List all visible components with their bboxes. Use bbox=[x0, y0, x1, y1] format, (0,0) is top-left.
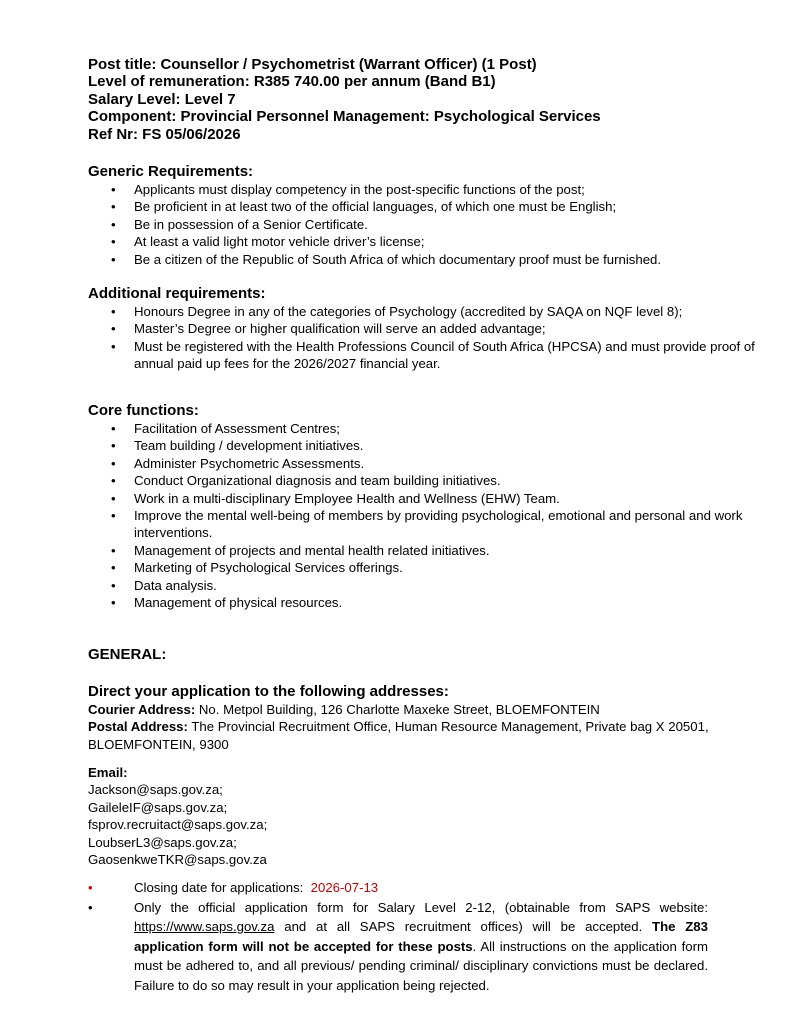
bullet-red: • bbox=[88, 880, 93, 895]
list-item: • Management of projects and mental health related initiatives. bbox=[88, 542, 760, 559]
list-item: • Master’s Degree or higher qualification will serve an added advantage; bbox=[88, 320, 760, 337]
generic-list bbox=[88, 181, 728, 268]
email-address: GaileleIF@saps.gov.za; bbox=[88, 799, 228, 815]
list-item: • Facilitation of Assessment Centres; bbox=[88, 420, 760, 437]
bullet: • bbox=[88, 899, 93, 915]
core-functions bbox=[88, 402, 743, 611]
list-item: • Improve the mental well-being of members by providing psychological, emotional and personal and work interventions. bbox=[88, 507, 760, 542]
courier-value: No. Metpol Building, 126 Charlotte Maxeke Street, BLOEMFONTEIN bbox=[195, 702, 600, 717]
instructions-part-1: Only the official application form for Salary Level 2-12, (obtainable from SAPS website: bbox=[134, 899, 708, 915]
additional-requirements bbox=[88, 285, 755, 373]
courier-label: Courier Address: bbox=[88, 702, 196, 717]
additional-list bbox=[88, 303, 755, 373]
list-item: • Be a citizen of the Republic of South Africa of which documentary proof must be furnished. bbox=[88, 251, 760, 268]
list-item: • Administer Psychometric Assessments. bbox=[88, 455, 760, 472]
list-item: • Data analysis. bbox=[88, 577, 760, 594]
postal-label: Postal Address: bbox=[88, 719, 188, 735]
saps-website-link[interactable]: https://www.saps.gov.za bbox=[134, 919, 275, 934]
list-item: • Must be registered with the Health Professions Council of South Africa (HPCSA) and must provide proof of annual paid up fees for the 2026/2027 financial year. bbox=[88, 338, 760, 373]
email-title: Email: bbox=[88, 765, 128, 780]
closing-block bbox=[88, 878, 708, 995]
postal-address bbox=[88, 718, 718, 753]
post-title: Post title: Counsellor / Psychometrist (Warrant Officer) (1 Post) bbox=[88, 56, 537, 73]
section-title: Additional requirements: bbox=[88, 285, 266, 302]
section-title: Generic Requirements: bbox=[88, 163, 254, 180]
core-list bbox=[88, 420, 743, 611]
remuneration: Level of remuneration: R385 740.00 per annum (Band B1) bbox=[88, 73, 496, 91]
closing-date: 2026-07-13 bbox=[310, 880, 379, 895]
instructions-part-3: . All instructions on the application form must be adhered to, and all previous/ pending criminal/ disciplinary convictions must be declared. Failure to do so may result in your application being rejected. bbox=[134, 938, 708, 993]
z83-notice: The Z83 application form will not be accepted for these posts bbox=[134, 919, 708, 954]
list-item: • Conduct Organizational diagnosis and team building initiatives. bbox=[88, 472, 760, 489]
instructions-part-2: and at all SAPS recruitment offices) will be accepted. bbox=[274, 919, 653, 934]
addresses-title: Direct your application to the following addresses: bbox=[88, 683, 449, 700]
component: Component: Provincial Personnel Management: Psychological Services bbox=[88, 108, 601, 126]
email-address: Jackson@saps.gov.za; bbox=[88, 782, 223, 798]
list-item: • Management of physical resources. bbox=[88, 594, 760, 611]
list-item: • Be in possession of a Senior Certificate. bbox=[88, 216, 760, 233]
postal-value: The Provincial Recruitment Office, Human Resource Management, Private bag X 20501, BLOEMFONTEIN, 9300 bbox=[88, 719, 709, 752]
section-title: Core functions: bbox=[88, 402, 199, 419]
closing-date-row bbox=[88, 878, 708, 898]
email-block bbox=[88, 764, 267, 868]
general-heading: GENERAL: bbox=[88, 646, 167, 663]
addresses-block bbox=[88, 683, 718, 753]
email-address: LoubserL3@saps.gov.za; bbox=[88, 834, 237, 850]
list-item: • Applicants must display competency in the post-specific functions of the post; bbox=[88, 181, 760, 198]
ref-number: Ref Nr: FS 05/06/2026 bbox=[88, 125, 241, 143]
email-address: fsprov.recruitact@saps.gov.za; bbox=[88, 817, 268, 833]
email-address: GaosenkweTKR@saps.gov.za bbox=[88, 852, 267, 868]
post-header bbox=[88, 56, 601, 143]
list-item: • At least a valid light motor vehicle driver’s license; bbox=[88, 233, 760, 250]
list-item: • Marketing of Psychological Services offerings. bbox=[88, 559, 760, 576]
list-item: • Be proficient in at least two of the official languages, of which one must be English; bbox=[88, 198, 760, 215]
courier-address bbox=[88, 701, 718, 718]
list-item: • Team building / development initiatives. bbox=[88, 437, 760, 454]
list-item: • Honours Degree in any of the categories of Psychology (accredited by SAQA on NQF level 8); bbox=[88, 303, 760, 320]
closing-label: Closing date for applications: bbox=[134, 880, 304, 895]
generic-requirements bbox=[88, 163, 728, 268]
list-item: • Work in a multi-disciplinary Employee Health and Wellness (EHW) Team. bbox=[88, 490, 760, 507]
application-instructions bbox=[88, 898, 708, 996]
salary-level: Salary Level: Level 7 bbox=[88, 90, 236, 108]
